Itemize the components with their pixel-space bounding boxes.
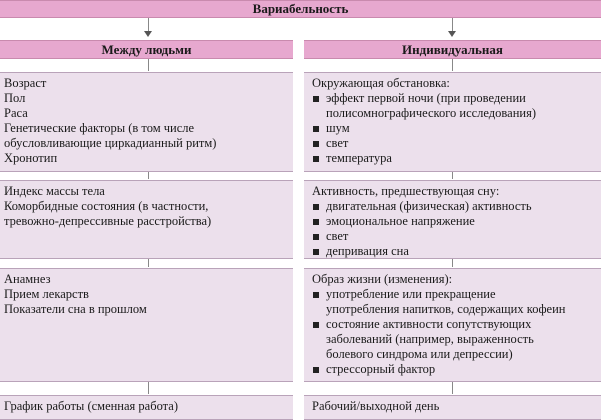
bullet-icon bbox=[313, 234, 319, 240]
right-box-3 bbox=[304, 268, 601, 382]
left-box-2 bbox=[0, 180, 293, 259]
list-item: эмоциональное напряжение bbox=[312, 214, 595, 229]
bullet-icon bbox=[313, 96, 319, 102]
connector-left bbox=[148, 382, 149, 394]
list-item: употребление или прекращение употребления напитков, содержащих кофеин bbox=[312, 287, 595, 317]
left-box-4 bbox=[0, 395, 293, 420]
connector-right bbox=[452, 172, 453, 179]
list-item: шум bbox=[312, 121, 595, 136]
left-line: График работы (сменная работа) bbox=[4, 399, 178, 413]
left-box-3 bbox=[0, 268, 293, 382]
connector-left bbox=[148, 59, 149, 71]
arrowhead-left bbox=[144, 31, 152, 37]
left-box-1 bbox=[0, 72, 293, 172]
arrowhead-right bbox=[448, 31, 456, 37]
left-line: Индекс массы тела bbox=[4, 184, 105, 198]
right-box-1 bbox=[304, 72, 601, 172]
bullet-icon bbox=[313, 204, 319, 210]
connector-left bbox=[148, 172, 149, 179]
list-item: эффект первой ночи (при проведении полисомнографического исследования) bbox=[312, 91, 595, 121]
left-line: Возраст bbox=[4, 76, 47, 90]
connector-left bbox=[148, 259, 149, 267]
bullet-icon bbox=[313, 367, 319, 373]
left-line: обусловливающие циркадианный ритм) bbox=[4, 136, 217, 150]
left-line: Хронотип bbox=[4, 151, 58, 165]
column-header-left: Между людьми bbox=[0, 40, 293, 59]
left-line: тревожно-депрессивные расстройства) bbox=[4, 214, 212, 228]
bullet-icon bbox=[313, 219, 319, 225]
bullet-icon bbox=[313, 141, 319, 147]
bullet-icon bbox=[313, 126, 319, 132]
list-item: свет bbox=[312, 229, 595, 244]
right-box-2 bbox=[304, 180, 601, 259]
bullet-icon bbox=[313, 322, 319, 328]
right-heading: Рабочий/выходной день bbox=[312, 399, 440, 413]
bullet-icon bbox=[313, 156, 319, 162]
list-item: депривация сна bbox=[312, 244, 595, 259]
arrow-left bbox=[148, 18, 149, 32]
left-line: Коморбидные состояния (в частности, bbox=[4, 199, 209, 213]
title-bar bbox=[0, 0, 601, 18]
bullet-icon bbox=[313, 292, 319, 298]
connector-right bbox=[452, 382, 453, 394]
connector-right bbox=[452, 59, 453, 71]
right-heading: Окружающая обстановка: bbox=[312, 76, 450, 90]
column-header-right: Индивидуальная bbox=[304, 40, 601, 59]
right-heading: Активность, предшествующая сну: bbox=[312, 184, 500, 198]
connector-right bbox=[452, 259, 453, 267]
bullet-icon bbox=[313, 249, 319, 255]
list-item: свет bbox=[312, 136, 595, 151]
left-line: Анамнез bbox=[4, 272, 51, 286]
arrow-right bbox=[452, 18, 453, 32]
right-heading: Образ жизни (изменения): bbox=[312, 272, 453, 286]
list-item: стрессорный фактор bbox=[312, 362, 595, 377]
right-box-4 bbox=[304, 395, 601, 420]
left-line: Прием лекарств bbox=[4, 287, 89, 301]
list-item: двигательная (физическая) активность bbox=[312, 199, 595, 214]
left-line: Пол bbox=[4, 91, 26, 105]
left-line: Показатели сна в прошлом bbox=[4, 302, 147, 316]
list-item: температура bbox=[312, 151, 595, 166]
left-line: Раса bbox=[4, 106, 28, 120]
title: Вариабельность bbox=[252, 1, 349, 16]
left-line: Генетические факторы (в том числе bbox=[4, 121, 195, 135]
list-item: состояние активности сопутствующих заболеваний (например, выраженность болевого синдрома или депрессии) bbox=[312, 317, 595, 362]
